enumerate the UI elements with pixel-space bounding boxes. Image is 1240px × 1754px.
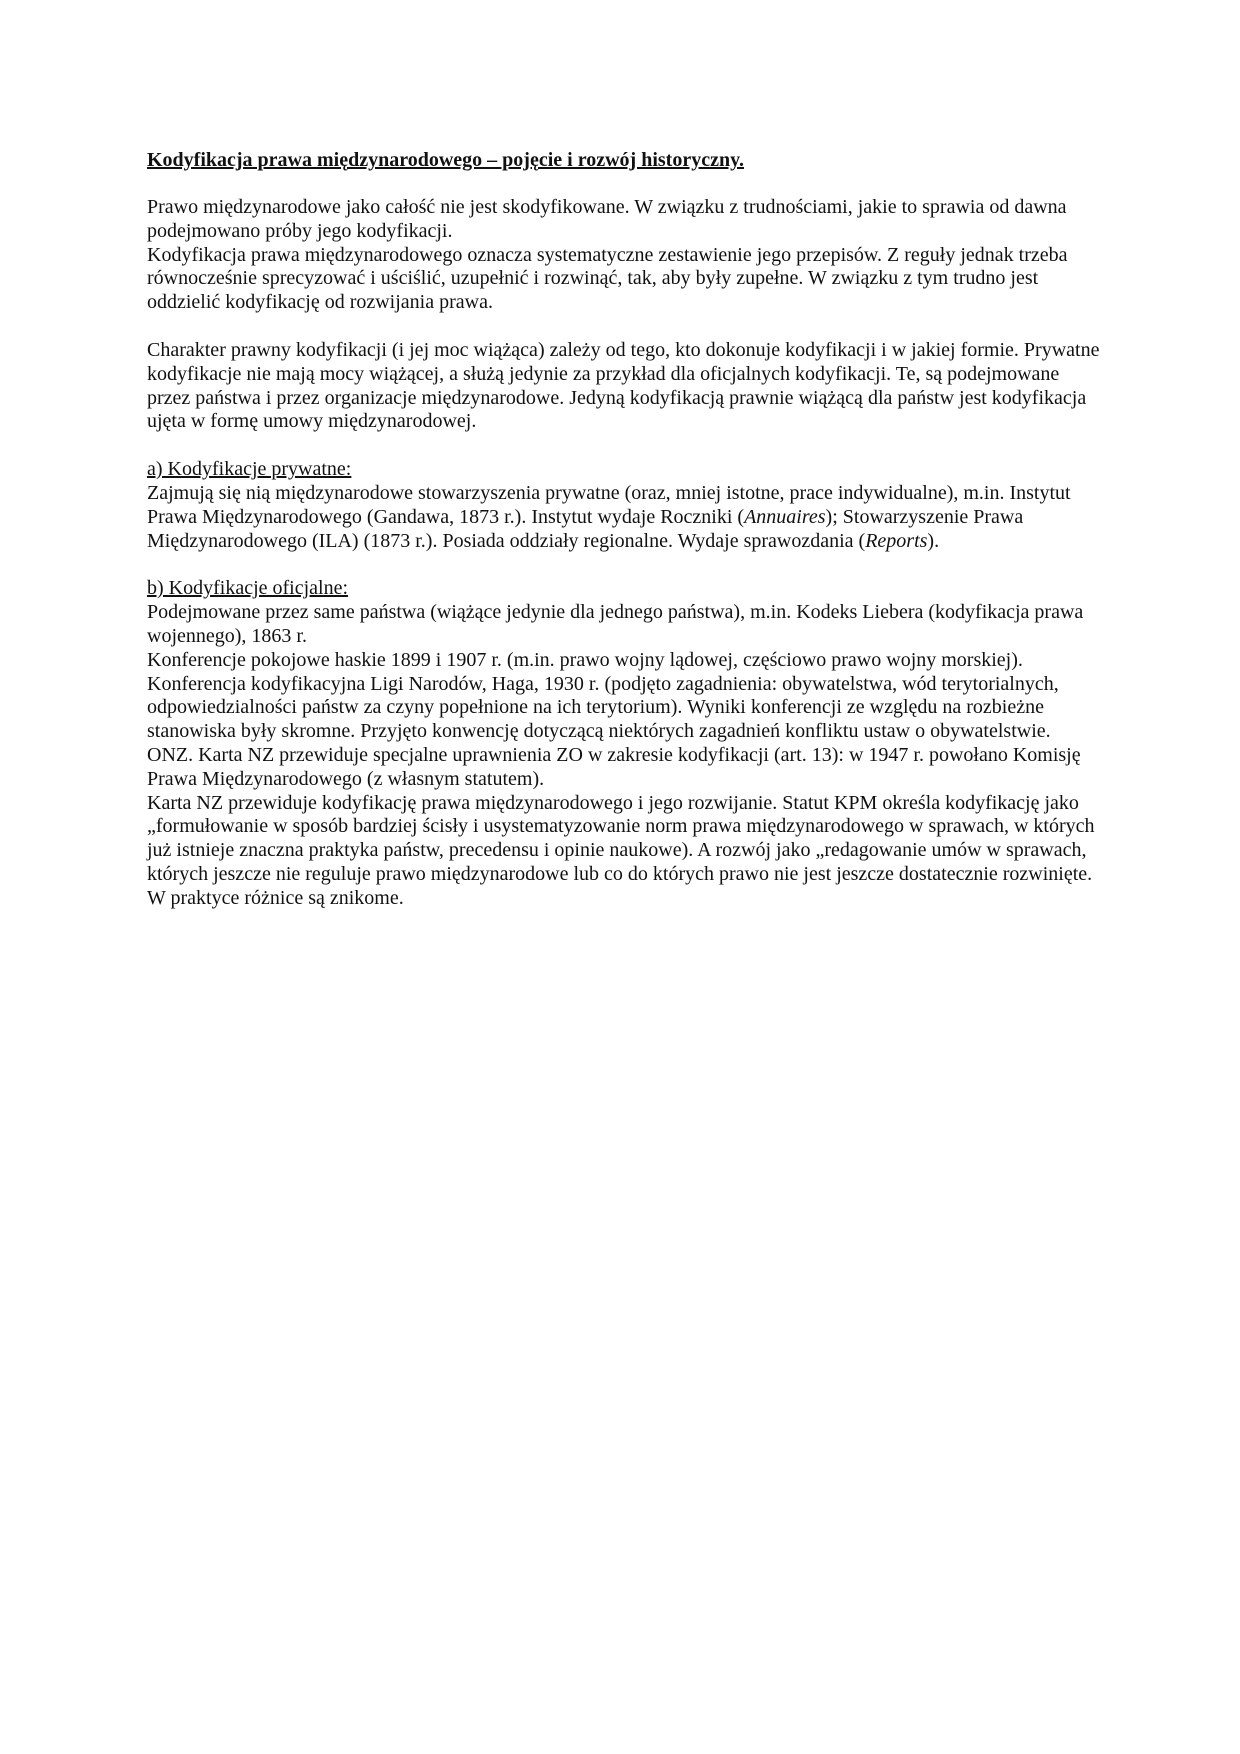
intro-paragraph-2: Kodyfikacja prawa międzynarodowego oznacza systematyczne zestawienie jego przepisów. Z reguły jednak trzeba równocześnie sprecyzować i uściślić, uzupełnić i rozwinąć, tak, aby były zupełne. W związku z tym trudno jest oddzielić kodyfikację od rozwijania prawa. bbox=[147, 243, 1068, 314]
document-title: Kodyfikacja prawa międzynarodowego – pojęcie i rozwój historyczny. bbox=[147, 149, 744, 171]
section-b-paragraph-4: ONZ. Karta NZ przewiduje specjalne uprawnienia ZO w zakresie kodyfikacji (art. 13): w 1947 r. powołano Komisję Prawa Międzynarodowego (z własnym statutem). bbox=[147, 743, 1081, 790]
section-b-heading: b) Kodyfikacje oficjalne: bbox=[147, 577, 349, 600]
paragraph-gap bbox=[147, 315, 1107, 339]
section-a-italic-annuaires: Annuaires bbox=[744, 505, 826, 528]
section-a-heading: a) Kodyfikacje prywatne: bbox=[147, 458, 352, 481]
paragraph-gap bbox=[147, 434, 1107, 458]
character-paragraph: Charakter prawny kodyfikacji (i jej moc wiążąca) zależy od tego, kto dokonuje kodyfikacji i w jakiej formie. Prywatne kodyfikacje nie mają mocy wiążącej, a służą jedynie za przykład dla oficjalnych kodyfikacji. Te, są podejmowane przez państwa i przez organizacje międzynarodowe. Jedyną kodyfikacją prawnie wiążącą dla państw jest kodyfikacja ujęta w formę umowy międzynarodowej. bbox=[147, 338, 1100, 433]
section-b-paragraph-5: Karta NZ przewiduje kodyfikację prawa międzynarodowego i jego rozwijanie. Statut KPM określa kodyfikację jako „formułowanie w sposób bardziej ścisły i usystematyzowanie norm prawa międzynarodowego w sprawach, w których już istnieje znaczna praktyka państw, precedensu i opinie naukowe). A rozwój jako „redagowanie umów w sprawach, których jeszcze nie reguluje prawo międzynarodowe lub co do których prawo nie jest jeszcze dostatecznie rozwinięte. W praktyce różnice są znikome. bbox=[147, 791, 1095, 909]
section-a-paragraph bbox=[147, 482, 1107, 553]
section-a-text-3: ). bbox=[927, 529, 940, 552]
section-a-italic-reports: Reports bbox=[865, 529, 928, 552]
document-page bbox=[147, 148, 1107, 911]
section-b-paragraph-3: Konferencja kodyfikacyjna Ligi Narodów, Haga, 1930 r. (podjęto zagadnienia: obywatelstwa, wód terytorialnych, odpowiedzialności państw za czyny popełnione na ich terytorium). Wyniki konferencji ze względu na rozbieżne stanowiska były skromne. Przyjęto konwencję dotyczącą niektórych zagadnień konfliktu ustaw o obywatelstwie. bbox=[147, 672, 1059, 743]
section-a-text-1: Zajmują się nią międzynarodowe stowarzyszenia prywatne (oraz, mniej istotne, prace indywidualne), m.in. Instytut Prawa Międzynarodowego (Gandawa, 1873 r.). Instytut wydaje Roczniki ( bbox=[147, 481, 1071, 528]
paragraph-gap bbox=[147, 553, 1107, 577]
section-a-text-2: ); Stowarzyszenie Prawa Międzynarodowego (ILA) (1873 r.). Posiada oddziały regionalne. Wydaje sprawozdania ( bbox=[147, 505, 1024, 552]
section-b-paragraph-2: Konferencje pokojowe haskie 1899 i 1907 r. (m.in. prawo wojny lądowej, częściowo prawo wojny morskiej). bbox=[147, 648, 1023, 671]
intro-paragraph-1: Prawo międzynarodowe jako całość nie jest skodyfikowane. W związku z trudnościami, jakie to sprawia od dawna podejmowano próby jego kodyfikacji. bbox=[147, 196, 1067, 242]
section-b-paragraph-1: Podejmowane przez same państwa (wiążące jedynie dla jednego państwa), m.in. Kodeks Liebera (kodyfikacja prawa wojennego), 1863 r. bbox=[147, 601, 1084, 647]
